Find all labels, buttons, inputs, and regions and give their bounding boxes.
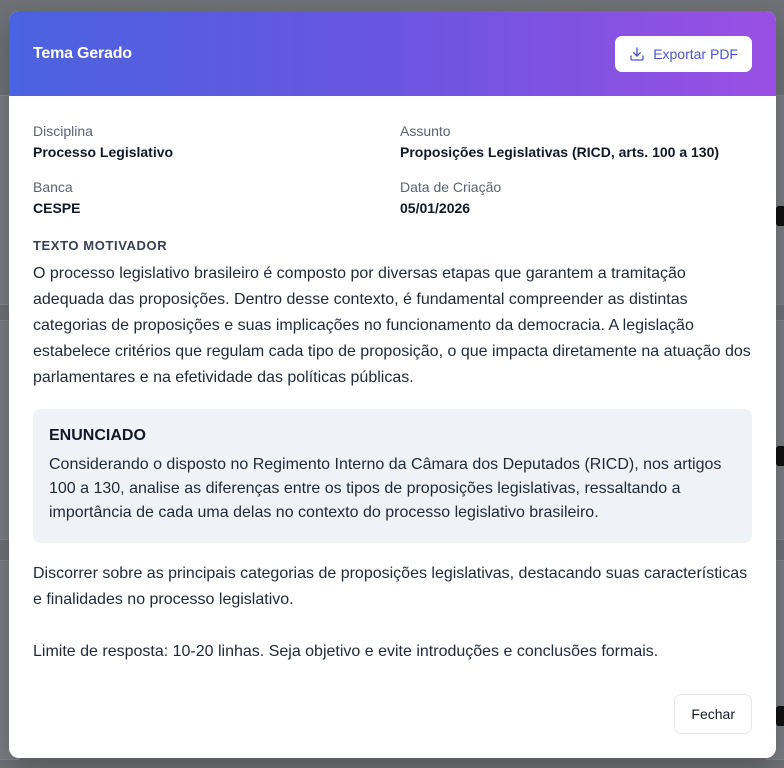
modal-header (9, 11, 776, 96)
disciplina-label: Disciplina (33, 123, 93, 139)
enunciado-text: Considerando o disposto no Regimento Interno da Câmara dos Deputados (RICD), nos artigos 100 a 130, analise as diferenças entre os tipos de proposições legislativas, ressaltando a importância de cada uma delas no contexto do processo legislativo brasileiro. (49, 456, 722, 521)
export-pdf-label: Exportar PDF (653, 45, 738, 62)
meta-data-criacao (400, 178, 752, 218)
modal-body (9, 96, 776, 665)
task-text: Discorrer sobre as principais categorias de proposições legislativas, destacando suas características e finalidades no processo legislativo. (33, 565, 748, 608)
meta-disciplina (33, 122, 400, 162)
meta-grid (33, 122, 752, 218)
disciplina-value: Processo Legislativo (33, 144, 174, 160)
close-button[interactable]: Fechar (674, 694, 752, 734)
background-chip (776, 206, 784, 226)
texto-motivador-text: O processo legislativo brasileiro é composto por diversas etapas que garantem a tramitação adequada das proposições. Dentro desse contexto, é fundamental compreender as distintas categorias de proposições e suas implicações no funcionamento da democracia. A legislação estabelece critérios que regulam cada tipo de proposição, o que impacta diretamente na atuação dos parlamentares e na efetividade das políticas públicas. (33, 265, 751, 386)
banca-label: Banca (33, 179, 73, 195)
texto-motivador-label: TEXTO MOTIVADOR (33, 238, 168, 253)
download-icon (629, 46, 645, 62)
enunciado-box (33, 409, 752, 543)
modal-footer (674, 694, 752, 734)
background-chip (776, 706, 784, 726)
meta-assunto (400, 122, 752, 162)
enunciado-title: ENUNCIADO (49, 427, 146, 444)
background-chip (776, 446, 784, 466)
tema-gerado-modal (9, 11, 776, 758)
data-criacao-value: 05/01/2026 (400, 200, 471, 216)
meta-banca (33, 178, 400, 218)
modal-title: Tema Gerado (33, 44, 132, 62)
limit-text: Limite de resposta: 10-20 linhas. Seja objetivo e evite introduções e conclusões formais. (33, 643, 659, 660)
assunto-label: Assunto (400, 123, 451, 139)
assunto-value: Proposições Legislativas (RICD, arts. 100 a 130) (400, 144, 720, 160)
banca-value: CESPE (33, 200, 81, 216)
export-pdf-button[interactable] (615, 36, 752, 72)
data-criacao-label: Data de Criação (400, 179, 502, 195)
